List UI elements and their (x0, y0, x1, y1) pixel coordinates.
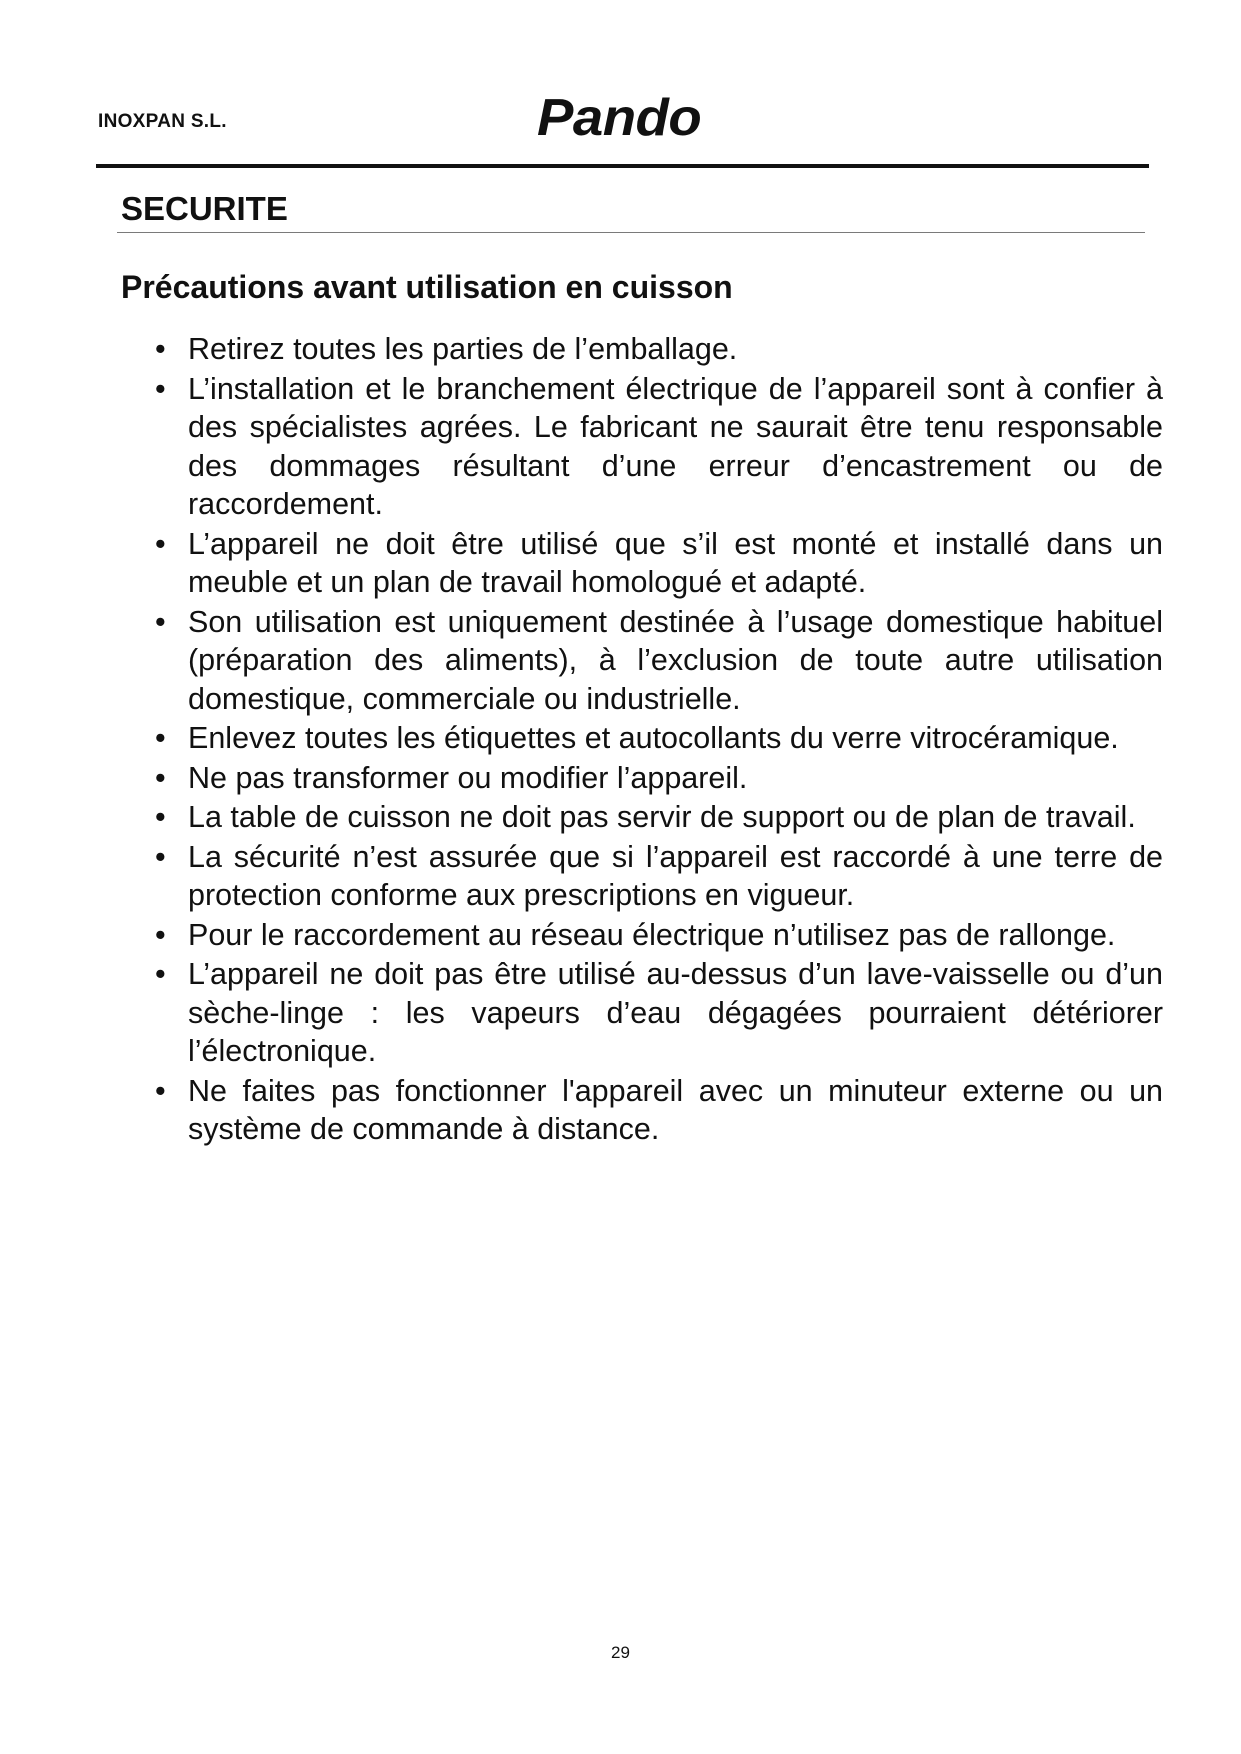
bullet-icon: • (155, 721, 166, 755)
list-item-text: Pour le raccordement au réseau électrique n’utilisez pas de rallonge. (188, 917, 1116, 952)
list-item-text: Retirez toutes les parties de l’emballage. (188, 332, 738, 366)
list-item (155, 759, 1163, 798)
list-item (155, 719, 1163, 758)
precautions-list (155, 330, 1163, 1150)
bullet-icon: • (155, 760, 166, 795)
list-item (155, 330, 1163, 369)
page-number: 29 (611, 1643, 630, 1662)
list-item-text: La table de cuisson ne doit pas servir de support ou de plan de travail. (188, 800, 1136, 834)
list-item (155, 838, 1163, 915)
bullet-icon: • (155, 839, 166, 874)
bullet-icon: • (155, 1073, 166, 1108)
bullet-icon: • (155, 957, 166, 991)
list-item (155, 525, 1163, 602)
company-name: INOXPAN S.L. (98, 111, 227, 132)
list-item (155, 798, 1163, 837)
list-item (155, 916, 1163, 955)
list-item-text: L’appareil ne doit être utilisé que s’il est monté et installé dans un meuble et un plan de travail homologué et adapté. (188, 526, 1163, 599)
list-item-text: L’appareil ne doit pas être utilisé au-dessus d’un lave-vaisselle ou d’un sèche-linge : les vapeurs d’eau dégagées pourraient détériorer l’électronique. (188, 957, 1163, 1068)
section-title: SECURITE (121, 190, 288, 227)
list-item-text: Son utilisation est uniquement destinée à l’usage domestique habituel (préparation des aliments), à l’exclusion de toute autre utilisation domestique, commerciale ou industrielle. (188, 604, 1163, 716)
list-item (155, 370, 1163, 524)
list-item (155, 955, 1163, 1071)
bullet-icon: • (155, 800, 166, 834)
list-item-text: La sécurité n’est assurée que si l’appareil est raccordé à une terre de protection conforme aux prescriptions en vigueur. (188, 839, 1163, 912)
list-item (155, 1072, 1163, 1149)
header-divider (96, 164, 1149, 168)
list-item (155, 603, 1163, 719)
bullet-icon: • (155, 604, 166, 639)
brand-logo: Pando (537, 89, 702, 147)
section-divider (117, 232, 1145, 233)
bullet-icon: • (155, 371, 166, 406)
list-item-text: Ne pas transformer ou modifier l’appareil. (188, 760, 748, 795)
list-item-text: Enlevez toutes les étiquettes et autocollants du verre vitrocéramique. (188, 721, 1119, 755)
section-subtitle: Précautions avant utilisation en cuisson (121, 269, 733, 305)
list-item-text: Ne faites pas fonctionner l'appareil avec un minuteur externe ou un système de commande à distance. (188, 1073, 1163, 1146)
bullet-icon: • (155, 332, 166, 366)
bullet-icon: • (155, 917, 166, 952)
bullet-icon: • (155, 526, 166, 561)
list-item-text: L’installation et le branchement électrique de l’appareil sont à confier à des spécialistes agrées. Le fabricant ne saurait être tenu responsable des dommages résultant d’une erreur d’encastrement ou de raccordement. (188, 371, 1163, 521)
